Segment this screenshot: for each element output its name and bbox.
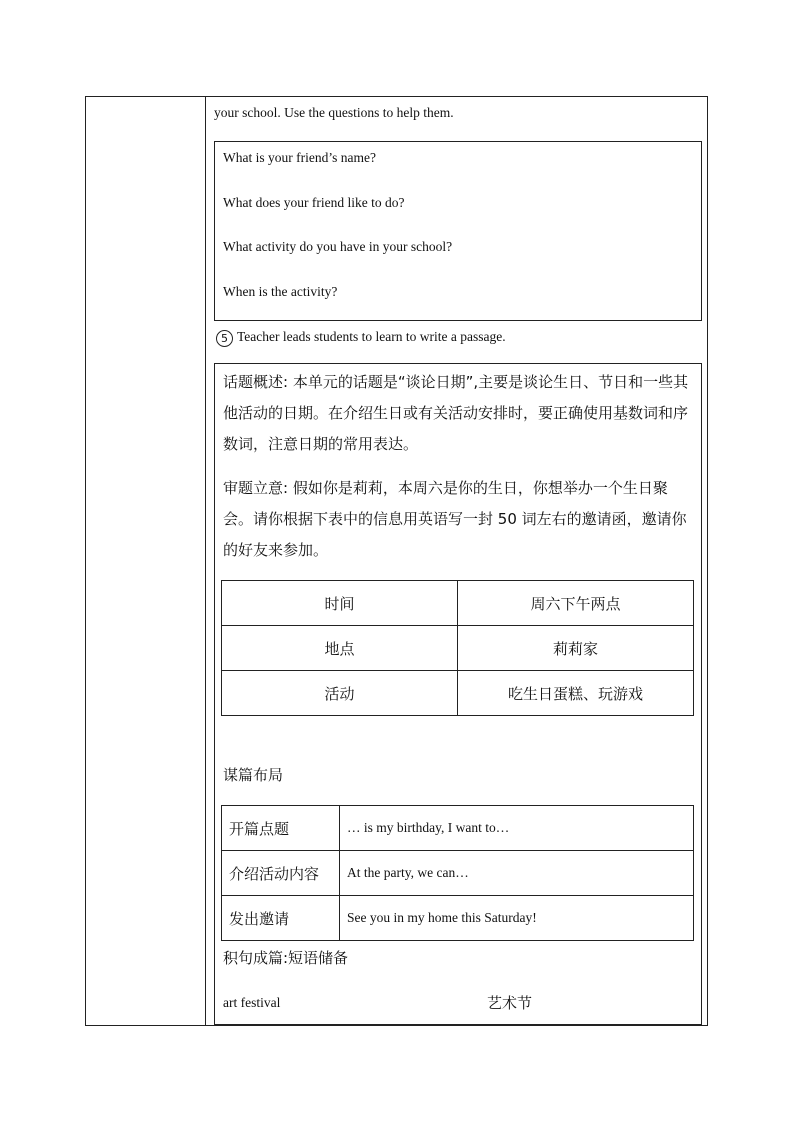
info-table <box>221 580 694 716</box>
left-column <box>86 97 206 1025</box>
plan-value: See you in my home this Saturday! <box>340 896 694 941</box>
info-value: 吃生日蛋糕、玩游戏 <box>458 671 694 716</box>
plan-key: 介绍活动内容 <box>222 851 340 896</box>
task-prompt: 审题立意: 假如你是莉莉，本周六是你的生日，你想举办一个生日聚会。请你根据下表中的信息用英语写一封 50 词左右的邀请函，邀请你的好友来参加。 <box>223 479 687 559</box>
question-3: What activity do you have in your school? <box>223 239 453 254</box>
intro-text: your school. Use the questions to help them. <box>214 105 454 120</box>
info-value: 莉莉家 <box>458 626 694 671</box>
plan-value: At the party, we can… <box>340 851 694 896</box>
writing-guide-box <box>214 363 702 1025</box>
table-row <box>222 626 694 671</box>
step-number-badge: 5 <box>216 330 233 347</box>
topic-overview: 话题概述: 本单元的话题是“谈论日期”,主要是谈论生日、节日和一些其他活动的日期。在介绍生日或有关活动安排时，要正确使用基数词和序数词，注意日期的常用表达。 <box>223 373 689 453</box>
table-row <box>222 896 694 941</box>
plan-key: 发出邀请 <box>222 896 340 941</box>
question-1: What is your friend’s name? <box>223 150 376 165</box>
question-2: What does your friend like to do? <box>223 195 405 210</box>
question-4: When is the activity? <box>223 284 338 299</box>
table-row <box>222 806 694 851</box>
phrase-cn: 艺术节 <box>487 994 533 1012</box>
info-key: 时间 <box>222 581 458 626</box>
info-key: 活动 <box>222 671 458 716</box>
table-row <box>222 671 694 716</box>
questions-box <box>214 141 702 321</box>
plan-heading: 谋篇布局 <box>223 766 284 784</box>
plan-table <box>221 805 694 941</box>
phrase-heading: 积句成篇:短语储备 <box>223 949 349 967</box>
info-key: 地点 <box>222 626 458 671</box>
plan-value: … is my birthday, I want to… <box>340 806 694 851</box>
table-row <box>222 851 694 896</box>
info-value: 周六下午两点 <box>458 581 694 626</box>
table-row <box>222 581 694 626</box>
phrase-en: art festival <box>223 995 281 1010</box>
plan-key: 开篇点题 <box>222 806 340 851</box>
lesson-table <box>85 96 708 1026</box>
right-column <box>206 97 707 1025</box>
step-5-text: Teacher leads students to learn to write a passage. <box>237 329 506 344</box>
step-5-line <box>216 329 506 347</box>
